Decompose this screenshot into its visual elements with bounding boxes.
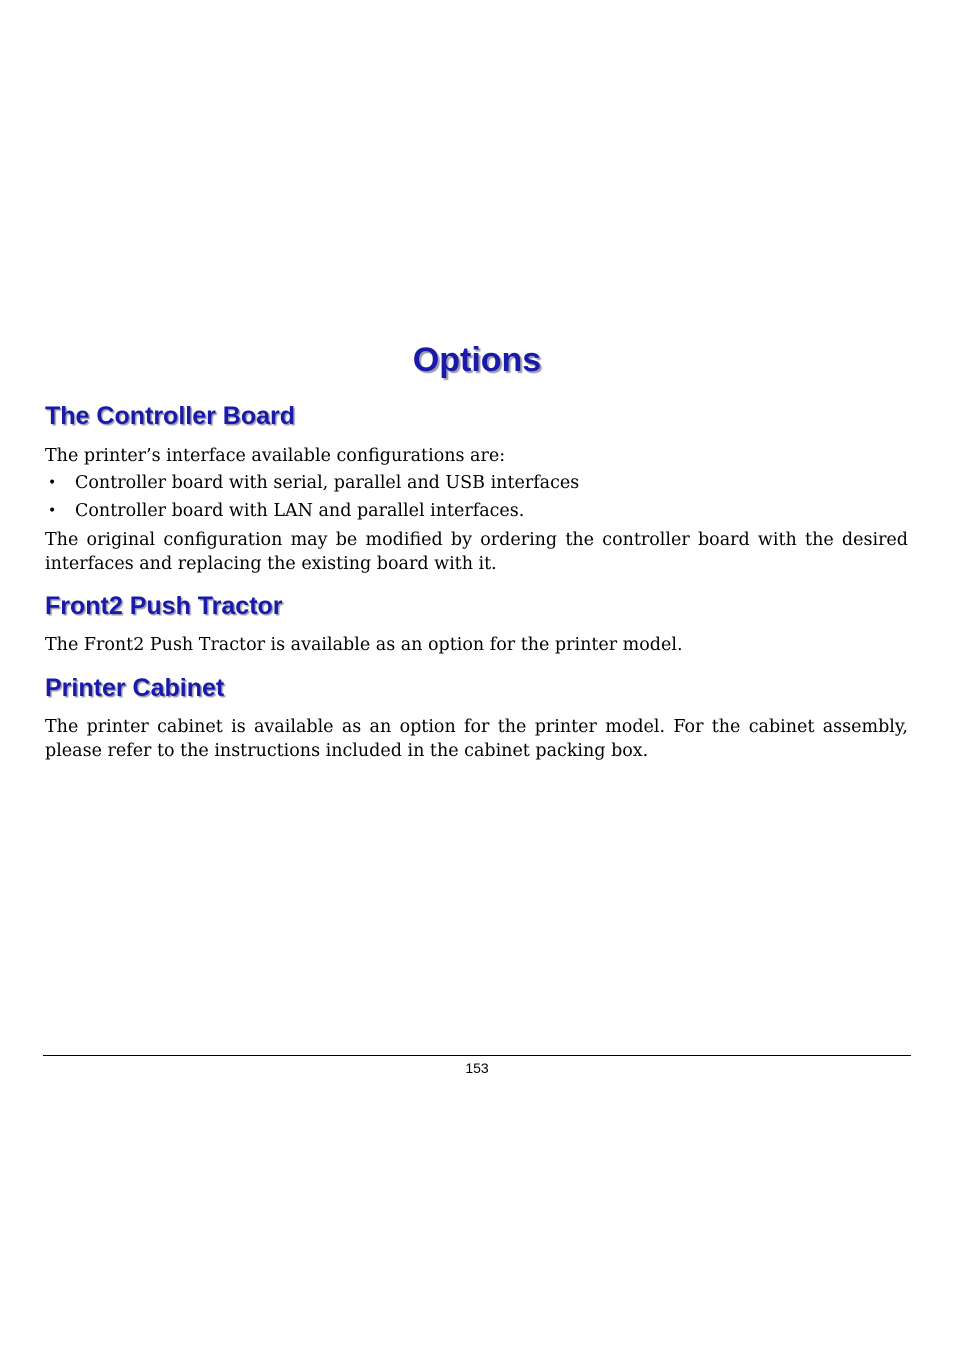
list-item [45, 499, 579, 527]
page-title: Options [412, 341, 542, 379]
list-item-text: Controller board with serial, parallel and USB interfaces [75, 473, 580, 493]
list-item [45, 471, 579, 499]
section-heading-printer-cabinet: Printer Cabinet [45, 674, 225, 702]
footer-divider [43, 1055, 911, 1056]
section-heading-controller-board: The Controller Board [45, 402, 296, 430]
bullet-icon: • [48, 475, 57, 491]
section-heading-front2-push-tractor: Front2 Push Tractor [45, 592, 283, 620]
bullet-icon: • [48, 503, 57, 519]
printer-cabinet-body: The printer cabinet is available as an option for the printer model. For the cabinet assembly, please refer to the instructions included in the cabinet packing box. [45, 717, 908, 761]
interface-configuration-list [45, 471, 579, 527]
controller-board-body: The original configuration may be modified by ordering the controller board with the desired interfaces and replacing the existing board with it. [45, 530, 908, 574]
front2-push-tractor-body: The Front2 Push Tractor is available as an option for the printer model. [45, 635, 683, 655]
page-number: 153 [465, 1060, 489, 1076]
list-item-text: Controller board with LAN and parallel interfaces. [75, 501, 525, 521]
controller-board-intro: The printer’s interface available configurations are: [45, 446, 506, 466]
